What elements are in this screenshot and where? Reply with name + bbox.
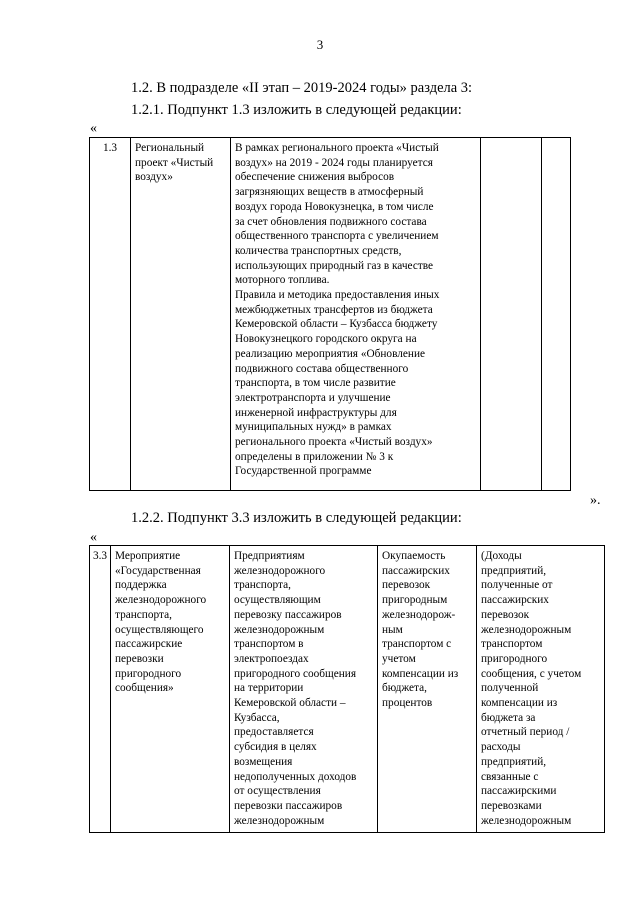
text-line: электротранспорта и улучшение — [235, 391, 391, 404]
text-line: Предприятиям — [234, 550, 305, 562]
text-line: пассажирскими — [481, 785, 557, 798]
text-line: использующих природный газ в качестве — [235, 259, 434, 272]
text-line: моторного топлива. — [235, 274, 330, 287]
text-line: перевозку пассажиров — [234, 608, 342, 621]
text-line: Государственной программе — [235, 465, 372, 478]
text-line: железнодорожного — [115, 594, 207, 607]
project-name — [131, 138, 231, 491]
text-line: процентов — [382, 697, 433, 710]
measure-name — [111, 546, 230, 833]
text-line: на территории — [234, 682, 304, 695]
text-line: учетом — [382, 652, 416, 665]
text-line: компенсации из — [481, 697, 558, 710]
closing-quote: ». — [590, 493, 601, 508]
opening-quote: « — [90, 530, 97, 545]
text-line: отчетный период / — [481, 726, 570, 739]
text-line: бюджета за — [481, 711, 536, 724]
text-line: загрязняющих веществ в атмосферный — [235, 186, 424, 199]
text-line: пригородного — [481, 652, 548, 665]
text-line: Окупаемость — [382, 550, 446, 562]
text-line: недополученных доходов — [234, 770, 357, 783]
text-line: железнодорож- — [382, 608, 456, 621]
text-line: предоставляется — [234, 726, 314, 739]
text-line: транспортом в — [234, 638, 304, 651]
opening-quote: « — [90, 121, 97, 136]
text-line: предприятий, — [481, 564, 547, 577]
text-line: железнодорожным — [481, 623, 572, 636]
text-line: бюджета, — [382, 682, 427, 695]
text-line: транспорта, — [115, 608, 172, 621]
indicator-name — [378, 546, 477, 833]
text-line: воздух» на 2019 - 2024 годы планируется — [235, 156, 433, 169]
text-line: пригородным — [382, 594, 448, 607]
text-line: железнодорожного — [234, 564, 326, 577]
text-line: железнодорожным — [481, 814, 572, 827]
text-line: электропоездах — [234, 652, 309, 665]
table-row — [90, 546, 605, 833]
text-line: за счет обновления подвижного состава — [235, 215, 427, 228]
text-line: Кемеровской области – — [234, 697, 346, 710]
text-line: железнодорожным — [234, 814, 325, 827]
text-line: определены в приложении № 3 к — [235, 450, 394, 463]
subsection-heading: 1.2.1. Подпункт 1.3 изложить в следующей редакции: — [131, 102, 462, 118]
text-line: В рамках регионального проекта «Чистый — [235, 142, 439, 154]
text-line: перевозки — [115, 652, 164, 665]
text-line: количества транспортных средств, — [235, 244, 402, 257]
text-line: межбюджетных трансфертов из бюджета — [235, 303, 433, 316]
empty-cell — [481, 138, 542, 491]
text-line: реализацию мероприятия «Обновление — [235, 347, 426, 360]
text-line: возмещения — [234, 755, 293, 768]
text-line: полученные от — [481, 579, 553, 592]
page-number: 3 — [316, 37, 324, 52]
text-line: пригородного сообщения — [234, 667, 357, 680]
subpoint-3-3-table — [89, 545, 605, 833]
text-line: пассажирских — [481, 594, 549, 607]
indicator-formula — [477, 546, 605, 833]
text-line: транспортом — [481, 638, 543, 651]
text-line: перевозок — [481, 608, 530, 621]
text-line: Региональный — [135, 142, 205, 154]
text-line: Кузбасса, — [234, 711, 280, 724]
text-line: расходы — [481, 741, 521, 754]
text-line: воздух города Новокузнецка, в том числе — [235, 200, 434, 213]
text-line: поддержка — [115, 579, 167, 592]
section-heading: 1.2. В подразделе «II этап – 2019-2024 годы» раздела 3: — [131, 80, 473, 96]
text-line: предприятий, — [481, 755, 547, 768]
text-line: (Доходы — [481, 550, 522, 562]
text-line: «Государственная — [115, 564, 201, 577]
text-line: воздух» — [135, 171, 173, 184]
measure-description — [230, 546, 378, 833]
subpoint-1-3-table — [89, 137, 571, 491]
row-number: 3.3 — [90, 546, 111, 833]
table-row — [90, 138, 571, 491]
text-line: сообщения» — [115, 682, 174, 695]
text-line: общественного транспорта с увеличением — [235, 230, 439, 243]
subsection-heading: 1.2.2. Подпункт 3.3 изложить в следующей редакции: — [131, 510, 462, 526]
text-line: перевозками — [481, 799, 542, 812]
text-line: Мероприятие — [115, 550, 181, 562]
text-line: полученной — [481, 682, 539, 695]
text-line: подвижного состава общественного — [235, 362, 409, 375]
text-line: пригородного — [115, 667, 182, 680]
text-line: осуществляющим — [234, 594, 321, 607]
text-line: перевозки пассажиров — [234, 799, 343, 812]
text-line: Правила и методика предоставления иных — [235, 289, 440, 302]
text-line: пассажирских — [382, 564, 450, 577]
text-line: муниципальных нужд» в рамках — [235, 421, 392, 434]
text-line: Новокузнецкого городского округа на — [235, 333, 417, 346]
text-line: проект «Чистый — [135, 156, 214, 169]
text-line: связанные с — [481, 770, 539, 783]
text-line: субсидия в целях — [234, 741, 317, 754]
text-line: инженерной инфраструктуры для — [235, 406, 397, 419]
text-line: железнодорожным — [234, 623, 325, 636]
text-line: ным — [382, 623, 403, 636]
text-line: сообщения, с учетом — [481, 667, 582, 680]
text-line: транспорта, — [234, 579, 291, 592]
text-line: компенсации из — [382, 667, 459, 680]
row-number: 1.3 — [90, 138, 131, 491]
text-line: Кемеровской области – Кузбасса бюджету — [235, 318, 438, 331]
text-line: осуществляющего — [115, 623, 204, 636]
text-line: регионального проекта «Чистый воздух» — [235, 436, 433, 449]
text-line: перевозок — [382, 579, 431, 592]
text-line: от осуществления — [234, 785, 321, 798]
text-line: транспорта, в том числе развитие — [235, 377, 396, 390]
project-description — [231, 138, 481, 491]
text-line: обеспечение снижения выбросов — [235, 171, 395, 184]
text-line: транспортом с — [382, 638, 452, 651]
text-line: пассажирские — [115, 638, 183, 651]
empty-cell — [542, 138, 571, 491]
